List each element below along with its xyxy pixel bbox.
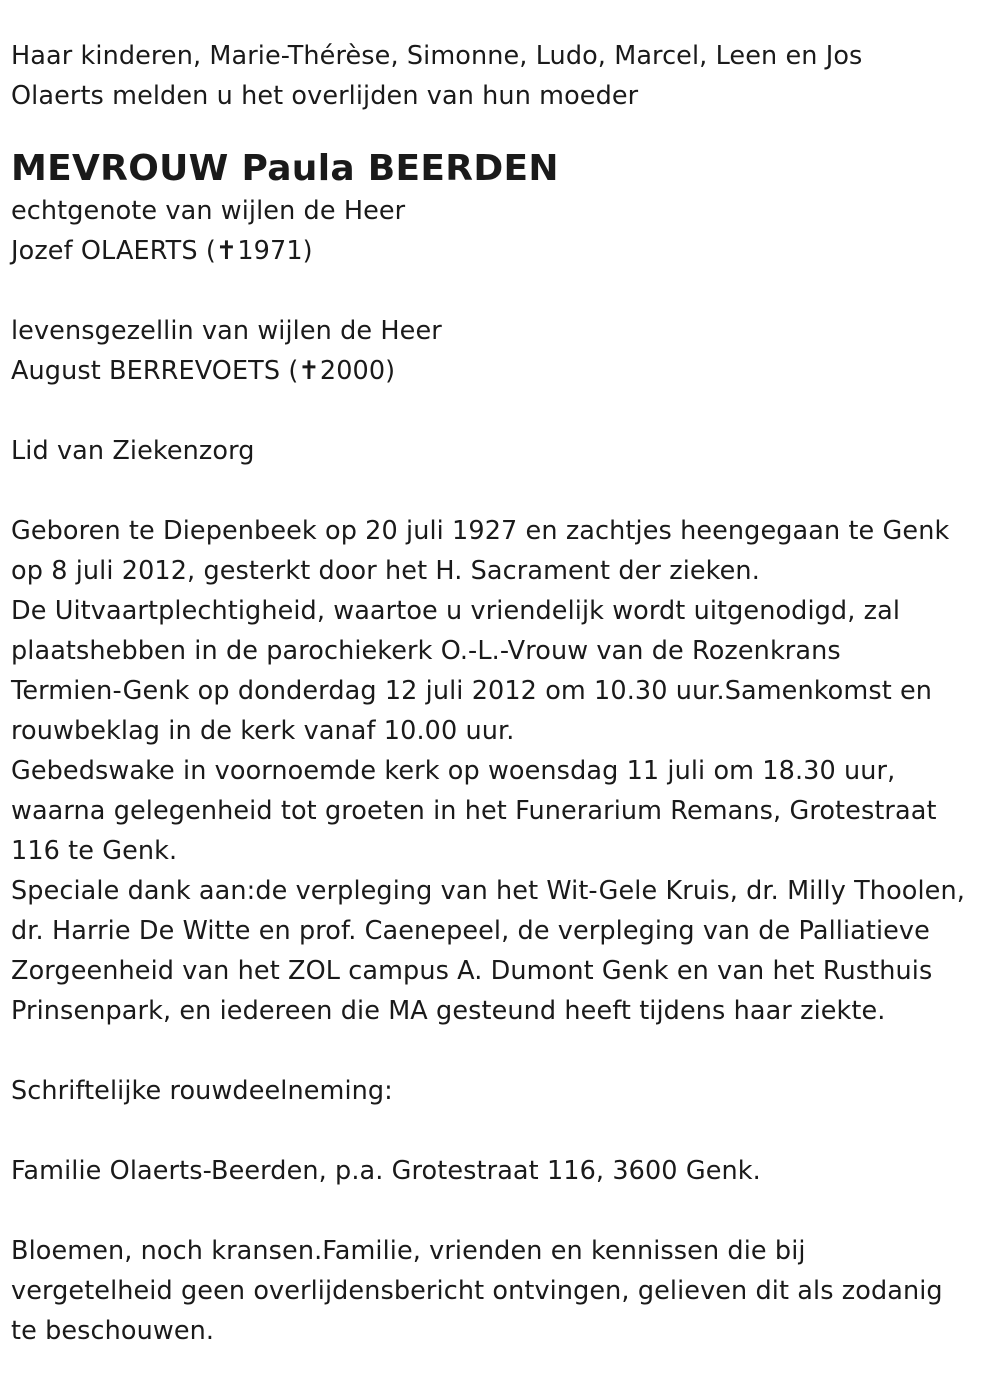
condolence-label: Schriftelijke rouwdeelneming: bbox=[11, 1076, 393, 1106]
spacer bbox=[11, 1191, 1000, 1231]
spacer bbox=[11, 391, 1000, 431]
partner-name bbox=[11, 351, 1000, 391]
spouse-year: 1971) bbox=[237, 236, 313, 266]
details-line: 116 te Genk. bbox=[11, 836, 178, 866]
spacer bbox=[11, 471, 1000, 511]
details-line: Zorgeenheid van het ZOL campus A. Dumont Genk en van het Rusthuis bbox=[11, 956, 933, 986]
intro-line-1: Haar kinderen, Marie-Thérèse, Simonne, Ludo, Marcel, Leen en Jos bbox=[11, 41, 863, 71]
spouse-name bbox=[11, 231, 1000, 271]
details-line: Termien-Genk op donderdag 12 juli 2012 om 10.30 uur.Samenkomst en bbox=[11, 676, 933, 706]
intro-line-2: Olaerts melden u het overlijden van hun moeder bbox=[11, 81, 639, 111]
details-line: Geboren te Diepenbeek op 20 juli 1927 en zachtjes heengegaan te Genk bbox=[11, 516, 950, 546]
spacer bbox=[11, 1111, 1000, 1151]
details-line: dr. Harrie De Witte en prof. Caenepeel, de verpleging van de Palliatieve bbox=[11, 916, 930, 946]
partner-name-text: August BERREVOETS ( bbox=[11, 356, 299, 386]
spacer bbox=[11, 1031, 1000, 1071]
closing-line: vergetelheid geen overlijdensbericht ontvingen, gelieven dit als zodanig bbox=[11, 1276, 943, 1306]
details-paragraph bbox=[11, 511, 1000, 1031]
partner-year: 2000) bbox=[319, 356, 396, 386]
membership: Lid van Ziekenzorg bbox=[11, 436, 255, 466]
deceased-name: MEVROUW Paula BEERDEN bbox=[11, 148, 559, 189]
spacer bbox=[11, 271, 1000, 311]
details-line: plaatshebben in de parochiekerk O.-L.-Vrouw van de Rozenkrans bbox=[11, 636, 841, 666]
spouse-name-text: Jozef OLAERTS ( bbox=[11, 236, 216, 266]
closing-line: te beschouwen. bbox=[11, 1316, 215, 1346]
details-line: Gebedswake in voornoemde kerk op woensdag 11 juli om 18.30 uur, bbox=[11, 756, 896, 786]
family-address: Familie Olaerts-Beerden, p.a. Grotestraat 116, 3600 Genk. bbox=[11, 1156, 761, 1186]
cross-icon: ✝ bbox=[215, 236, 238, 266]
cross-icon: ✝ bbox=[298, 356, 320, 386]
details-line: waarna gelegenheid tot groeten in het Funerarium Remans, Grotestraat bbox=[11, 796, 937, 826]
details-line: Prinsenpark, en iedereen die MA gesteund heeft tijdens haar ziekte. bbox=[11, 996, 886, 1026]
details-line: rouwbeklag in de kerk vanaf 10.00 uur. bbox=[11, 716, 515, 746]
spouse-relation: echtgenote van wijlen de Heer bbox=[11, 196, 406, 226]
closing-paragraph bbox=[11, 1231, 1000, 1351]
details-line: op 8 juli 2012, gesterkt door het H. Sacrament der zieken. bbox=[11, 556, 760, 586]
details-line: De Uitvaartplechtigheid, waartoe u vriendelijk wordt uitgenodigd, zal bbox=[11, 596, 901, 626]
partner-relation: levensgezellin van wijlen de Heer bbox=[11, 316, 442, 346]
closing-line: Bloemen, noch kransen.Familie, vrienden en kennissen die bij bbox=[11, 1236, 806, 1266]
details-line: Speciale dank aan:de verpleging van het Wit-Gele Kruis, dr. Milly Thoolen, bbox=[11, 876, 965, 906]
